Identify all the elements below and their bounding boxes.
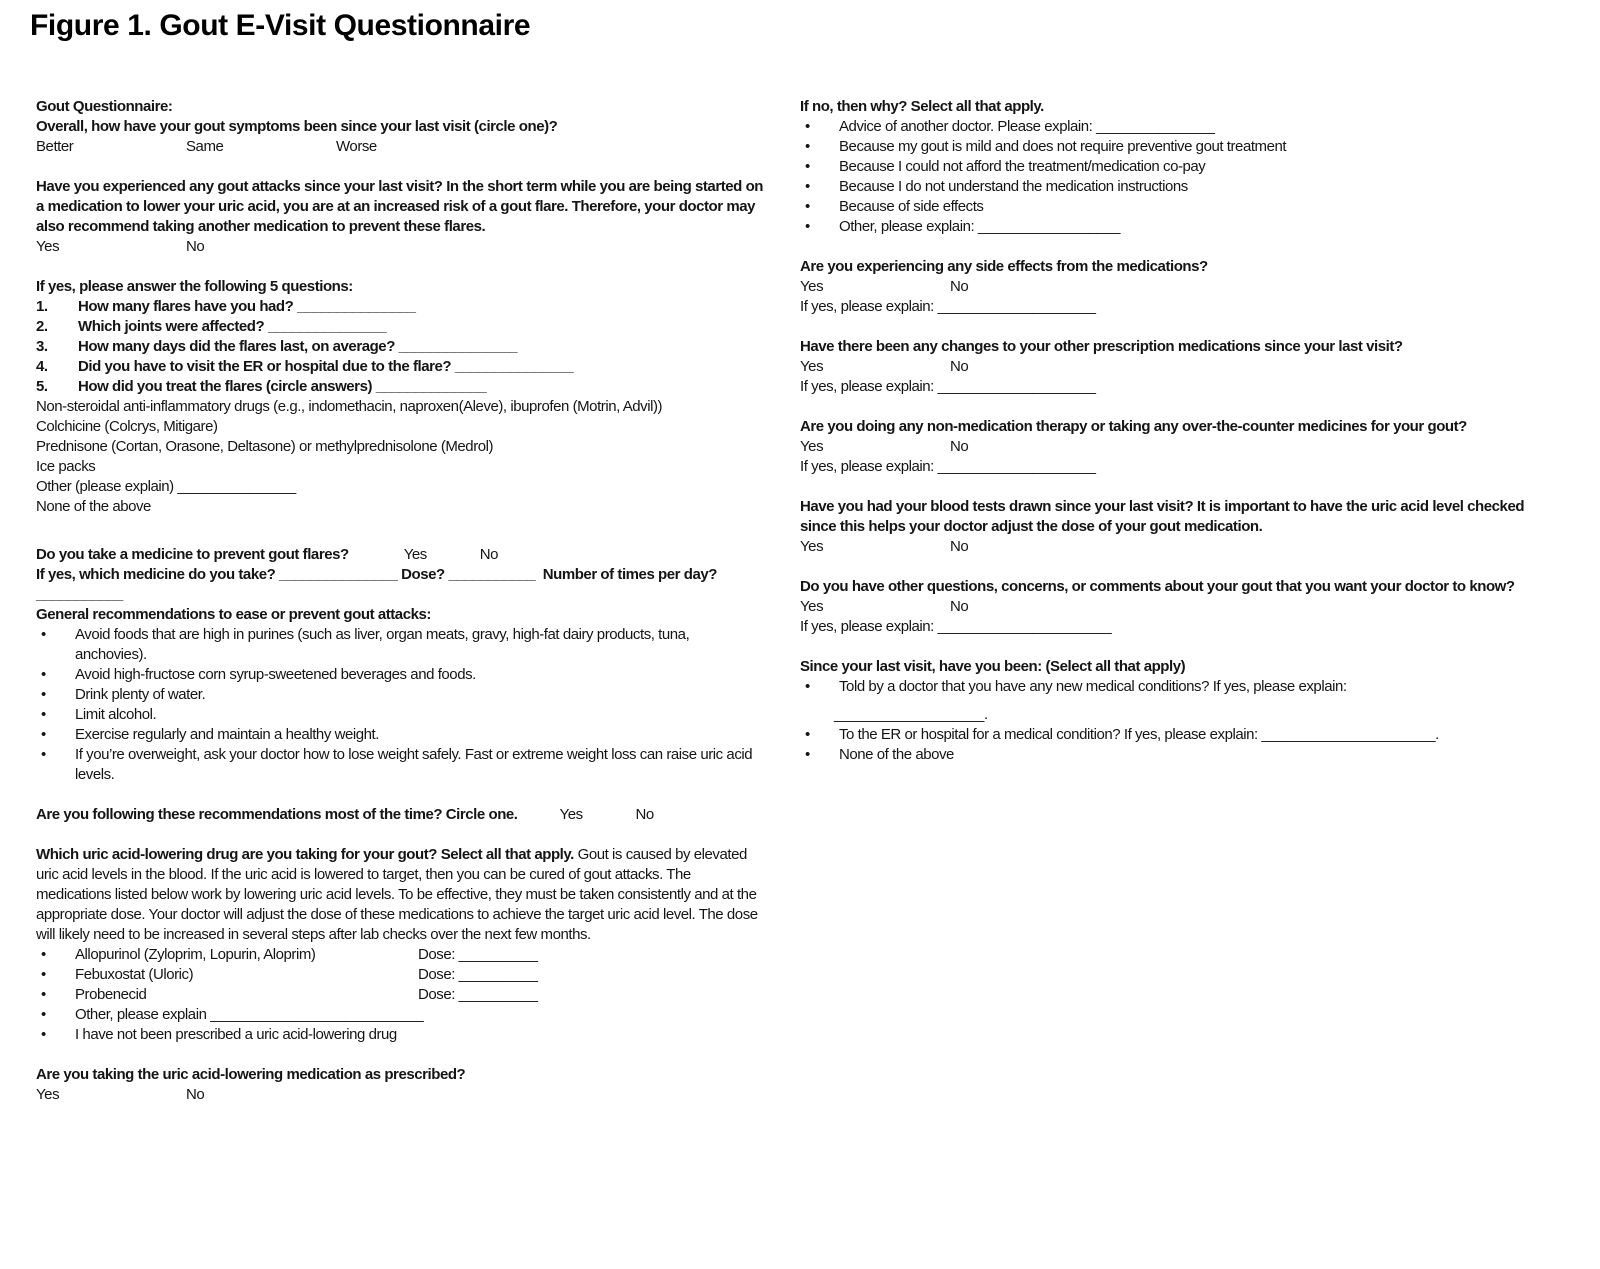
other-questions-question: Do you have other questions, concerns, or comments about your gout that you want your doctor to know? <box>800 578 1515 595</box>
item-question: To the ER or hospital for a medical condition? If yes, please explain: <box>839 726 1258 743</box>
answer-blank: _______________ <box>279 566 398 583</box>
drug-item-none <box>36 1025 763 1045</box>
reason-text: Advice of another doctor. Please explain: <box>839 118 1093 135</box>
drug-name: Probenecid <box>75 986 147 1003</box>
item-text <box>75 1005 763 1025</box>
reason-text: Because of side effects <box>839 198 984 215</box>
option-worse: Worse <box>336 138 377 155</box>
bullet-marker: • <box>805 746 810 763</box>
option-no: No <box>950 598 969 615</box>
yes-no-options <box>36 237 763 257</box>
explain-label: If yes, please explain: <box>800 298 934 315</box>
if-no-why-heading: If no, then why? Select all that apply. <box>800 98 1044 115</box>
question-text: Do you take a medicine to prevent gout flares? <box>36 546 349 563</box>
recommendation-text: Avoid high-fructose corn syrup-sweetened beverages and foods. <box>75 666 476 683</box>
spacer <box>800 637 1548 657</box>
option-no: No <box>186 1086 205 1103</box>
bullet-marker: • <box>805 218 810 235</box>
treatment-option <box>36 497 763 517</box>
recommendation-item <box>36 625 763 665</box>
bullet-marker: • <box>805 118 810 135</box>
bullet-marker: • <box>41 706 46 723</box>
option-no: No <box>635 806 654 823</box>
answer-blank: ____________________ <box>937 458 1096 475</box>
option-yes: Yes <box>800 278 824 295</box>
spacer <box>800 317 1548 337</box>
bullet-marker: • <box>41 946 46 963</box>
recommendation-text: Exercise regularly and maintain a healthy weight. <box>75 726 379 743</box>
recommendation-item <box>36 725 763 745</box>
option-yes: Yes <box>800 358 824 375</box>
option-yes: Yes <box>559 806 583 823</box>
recommendation-text: Drink plenty of water. <box>75 686 206 703</box>
treatment-option <box>36 397 763 417</box>
option-no: No <box>950 538 969 555</box>
option-no: No <box>479 546 498 563</box>
yes-no-options <box>36 1085 763 1105</box>
spacer <box>36 257 763 277</box>
side-effects-question: Are you experiencing any side effects from the medications? <box>800 258 1208 275</box>
overall-symptoms-question: Overall, how have your gout symptoms been since your last visit (circle one)? <box>36 118 558 135</box>
dose-label: Dose: <box>418 986 455 1003</box>
dose-blank: __________ <box>458 986 538 1003</box>
blood-tests-question: Have you had your blood tests drawn since your last visit? It is important to have the uric acid level checked since this helps your doctor adjust the dose of your gout medication. <box>800 498 1525 535</box>
item-text <box>839 157 1548 177</box>
recommendations-heading: General recommendations to ease or prevent gout attacks: <box>36 606 431 623</box>
spacer <box>800 397 1548 417</box>
recommendation-text: Avoid foods that are high in purines (such as liver, organ meats, gravy, high-fat dairy products, tuna, anchovies). <box>75 626 690 663</box>
since-last-visit-heading: Since your last visit, have you been: (Select all that apply) <box>800 658 1186 675</box>
recommendation-item <box>36 665 763 685</box>
since-visit-item <box>800 677 1548 697</box>
bullet-marker: • <box>805 198 810 215</box>
item-number: 5. <box>36 378 48 395</box>
question-text: Did you have to visit the ER or hospital due to the flare? <box>78 358 452 375</box>
reason-text: Other, please explain: <box>839 218 975 235</box>
item-text <box>839 217 1548 237</box>
option-no: No <box>950 278 969 295</box>
bullet-marker: • <box>805 158 810 175</box>
bullet-marker: • <box>41 1026 46 1043</box>
treatment-text: Prednisone (Cortan, Orasone, Deltasone) or methylprednisolone (Medrol) <box>36 438 494 455</box>
option-yes: Yes <box>800 538 824 555</box>
reason-item <box>800 177 1548 197</box>
bullet-marker: • <box>41 666 46 683</box>
answer-blank: ____________________ <box>937 298 1096 315</box>
drug-name: Allopurinol (Zyloprim, Lopurin, Aloprim) <box>75 946 316 963</box>
question-body: Gout is caused by elevated uric acid levels in the blood. If the uric acid is lowered to target, then you can be cured of gout attacks. The medications listed below work by lowering uric acid levels. To be effective, they must be taken consistently and at the appropriate dose. Your doctor will adjust the dose of these medications to achieve the target uric acid level. The dose will likely need to be increased in several steps after lab checks over the next few months. <box>36 846 758 943</box>
dose-label: Dose: <box>418 946 455 963</box>
item-text <box>839 117 1548 137</box>
reason-text: Because I do not understand the medication instructions <box>839 178 1188 195</box>
yes-no-options <box>800 357 1548 377</box>
bullet-marker: • <box>41 686 46 703</box>
item-text: I have not been prescribed a uric acid-lowering drug <box>75 1026 397 1043</box>
left-column <box>36 97 763 1105</box>
reason-item <box>800 117 1548 137</box>
item-text <box>78 297 763 317</box>
bullet-marker: • <box>41 726 46 743</box>
gout-attacks-question: Have you experienced any gout attacks since your last visit? In the short term while you are being started on a medication to lower your uric acid, you are at an increased risk of a gout flare. Therefore, your doctor may also recommend taking another medication to prevent these flares. <box>36 178 764 235</box>
question-text: How did you treat the flares (circle answers) <box>78 378 373 395</box>
prevent-medicine-question <box>36 545 763 565</box>
recommendation-text: If you’re overweight, ask your doctor how to lose weight safely. Fast or extreme weight loss can raise uric acid levels. <box>75 746 753 783</box>
answer-blank: ____________________ <box>937 378 1096 395</box>
item-text <box>839 177 1548 197</box>
yes-no-options <box>800 597 1548 617</box>
spacer <box>800 557 1548 577</box>
bullet-marker: • <box>41 1006 46 1023</box>
option-yes: Yes <box>36 238 60 255</box>
reason-text: Because I could not afford the treatment/medication co-pay <box>839 158 1206 175</box>
answer-blank: ___________________. <box>834 706 988 723</box>
answer-blank: _______________ <box>454 358 574 375</box>
recommendation-item <box>36 745 763 785</box>
spacer <box>800 477 1548 497</box>
dose-field <box>418 965 538 985</box>
answer-blank: _______________ <box>267 318 387 335</box>
which-medicine-line <box>36 565 763 605</box>
taking-as-prescribed-question: Are you taking the uric acid-lowering medication as prescribed? <box>36 1066 466 1083</box>
question-text: Which joints were affected? <box>78 318 265 335</box>
option-yes: Yes <box>36 1086 60 1103</box>
option-same: Same <box>186 138 224 155</box>
option-no: No <box>950 438 969 455</box>
answer-blank: ______________ <box>375 378 487 395</box>
item-text <box>839 197 1548 217</box>
bullet-marker: • <box>805 138 810 155</box>
item-number: 4. <box>36 358 48 375</box>
reason-item <box>800 157 1548 177</box>
numbered-item <box>36 337 763 357</box>
treatment-text: Non-steroidal anti-inflammatory drugs (e.g., indomethacin, naproxen(Aleve), ibuprofen (Motrin, Advil)) <box>36 398 663 415</box>
yes-no-options <box>800 537 1548 557</box>
explain-label: If yes, please explain: <box>800 458 934 475</box>
drug-item-other <box>36 1005 763 1025</box>
item-text <box>78 337 763 357</box>
item-text <box>78 377 763 397</box>
answer-blank: _______________ <box>177 478 296 495</box>
item-text <box>839 137 1548 157</box>
treatment-text: Colchicine (Colcrys, Mitigare) <box>36 418 218 435</box>
answer-blank: ___________ <box>36 586 123 603</box>
gout-questionnaire-heading: Gout Questionnaire: <box>36 98 173 115</box>
circle-one-options <box>36 137 763 157</box>
option-no: No <box>950 358 969 375</box>
item-number: 1. <box>36 298 48 315</box>
treatment-text: None of the above <box>36 498 151 515</box>
reason-item <box>800 137 1548 157</box>
explain-line <box>800 297 1548 317</box>
other-text: Other, please explain <box>75 1006 207 1023</box>
numbered-item <box>36 357 763 377</box>
uric-acid-drug-question <box>36 845 763 945</box>
spacer <box>36 1045 763 1065</box>
treatment-option <box>36 437 763 457</box>
bullet-marker: • <box>805 678 810 695</box>
dose-blank: __________ <box>458 946 538 963</box>
numbered-item <box>36 377 763 397</box>
option-no: No <box>186 238 205 255</box>
answer-blank: ___________________________ <box>210 1006 424 1023</box>
recommendation-item <box>36 685 763 705</box>
treatment-option <box>36 477 763 497</box>
explain-line <box>800 457 1548 477</box>
item-text <box>839 725 1548 745</box>
non-medication-therapy-question: Are you doing any non-medication therapy or taking any over-the-counter medicines for your gout? <box>800 418 1467 435</box>
answer-blank: ___________ <box>448 566 536 583</box>
explain-line <box>800 377 1548 397</box>
drug-item <box>36 965 763 985</box>
question-text: Which uric acid-lowering drug are you taking for your gout? Select all that apply. <box>36 846 574 863</box>
recommendation-text: Limit alcohol. <box>75 706 157 723</box>
right-column <box>800 97 1548 765</box>
treatment-option <box>36 457 763 477</box>
item-text: None of the above <box>839 746 954 763</box>
explain-label: If yes, please explain: <box>800 378 934 395</box>
drug-item <box>36 985 763 1005</box>
figure-title: Figure 1. Gout E-Visit Questionnaire <box>30 9 531 42</box>
item-text <box>78 357 763 377</box>
answer-blank: ______________________. <box>1261 726 1439 743</box>
drug-name: Febuxostat (Uloric) <box>75 966 194 983</box>
dose-label: Dose: <box>418 966 455 983</box>
spacer <box>36 517 763 545</box>
five-questions-heading: If yes, please answer the following 5 questions: <box>36 278 353 295</box>
reason-text: Because my gout is mild and does not require preventive gout treatment <box>839 138 1287 155</box>
bullet-marker: • <box>41 966 46 983</box>
spacer <box>36 825 763 845</box>
spacer <box>36 785 763 805</box>
bullet-marker: • <box>41 746 46 763</box>
spacer <box>36 157 763 177</box>
explain-label: If yes, please explain: <box>800 618 934 635</box>
option-yes: Yes <box>800 438 824 455</box>
treatment-text: Other (please explain) <box>36 478 174 495</box>
since-visit-item <box>800 725 1548 745</box>
reason-item <box>800 217 1548 237</box>
question-text: How many flares have you had? <box>78 298 294 315</box>
prescription-changes-question: Have there been any changes to your other prescription medications since your last visit? <box>800 338 1403 355</box>
drug-item <box>36 945 763 965</box>
bullet-marker: • <box>805 726 810 743</box>
following-recommendations-question <box>36 805 763 825</box>
dose-field <box>418 945 538 965</box>
item-text: Told by a doctor that you have any new medical conditions? If yes, please explain: <box>839 678 1347 695</box>
yes-no-options <box>800 277 1548 297</box>
treatment-text: Ice packs <box>36 458 96 475</box>
option-yes: Yes <box>800 598 824 615</box>
treatment-option <box>36 417 763 437</box>
recommendation-item <box>36 705 763 725</box>
item-number: 3. <box>36 338 48 355</box>
question-text: Are you following these recommendations most of the time? Circle one. <box>36 806 518 823</box>
dose-blank: __________ <box>458 966 538 983</box>
bullet-marker: • <box>805 178 810 195</box>
numbered-item <box>36 297 763 317</box>
since-visit-item <box>800 745 1548 765</box>
option-yes: Yes <box>403 546 427 563</box>
question-text: If yes, which medicine do you take? <box>36 566 276 583</box>
times-per-day-label: Number of times per day? <box>542 566 717 583</box>
item-number: 2. <box>36 318 48 335</box>
item-text <box>78 317 763 337</box>
yes-no-options <box>800 437 1548 457</box>
dose-field <box>418 985 538 1005</box>
explain-line <box>800 617 1548 637</box>
bullet-marker: • <box>41 986 46 1003</box>
spacer <box>800 237 1548 257</box>
answer-blank: ______________________ <box>937 618 1112 635</box>
reason-item <box>800 197 1548 217</box>
answer-blank: _______________ <box>1096 118 1215 135</box>
option-better: Better <box>36 138 74 155</box>
answer-blank: _______________ <box>398 338 518 355</box>
question-text: How many days did the flares last, on average? <box>78 338 395 355</box>
numbered-item <box>36 317 763 337</box>
dose-label: Dose? <box>401 566 445 583</box>
bullet-marker: • <box>41 626 46 643</box>
answer-blank: _______________ <box>297 298 416 315</box>
answer-blank: __________________ <box>977 218 1120 235</box>
